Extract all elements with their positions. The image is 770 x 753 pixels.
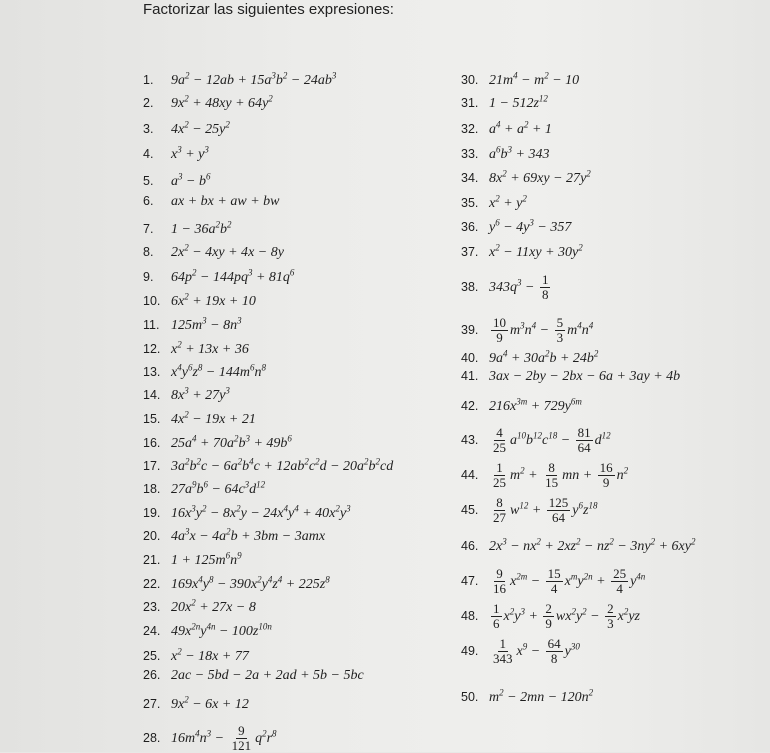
exercise-expression: $a^4 + a^2 + 1$ <box>489 119 552 137</box>
exercise-number: 5. <box>143 173 154 188</box>
exercise-expression: $8x^3 + 27y^3$ <box>171 385 230 403</box>
exercise-number: 30. <box>461 72 479 87</box>
exercise-item <box>143 500 351 522</box>
exercise-item <box>143 67 336 89</box>
exercise-item <box>461 393 582 415</box>
exercise-item <box>143 667 364 684</box>
exercise-item <box>461 684 593 706</box>
exercise-item <box>461 426 611 455</box>
exercise-expression: $\frac{8}{27}$ $w^{12}$ + $\frac{125}{64}$ $y^6z^{18}$ <box>493 495 598 525</box>
exercise-expression: $x^2 + 13x + 36$ <box>171 339 249 357</box>
exercise-number: 38. <box>461 279 479 294</box>
exercise-item <box>143 618 272 640</box>
exercise-expression: $20x^2 + 27x - 8$ <box>171 597 256 615</box>
exercise-item <box>461 602 640 631</box>
exercise-item <box>461 116 552 138</box>
exercise-number: 20. <box>143 528 161 543</box>
exercise-expression: $x^2 + y^2$ <box>489 193 527 211</box>
exercise-item <box>143 382 230 404</box>
exercise-number: 2. <box>143 95 154 110</box>
exercise-item <box>461 141 549 163</box>
exercise-number: 26. <box>143 668 161 682</box>
exercise-number: 50. <box>461 689 479 704</box>
exercise-number: 16. <box>143 435 161 450</box>
exercise-expression: $4a^3x - 4a^2b + 3bm - 3amx$ <box>171 526 326 544</box>
exercise-number: 40. <box>461 350 479 365</box>
exercise-number: 47. <box>461 573 479 588</box>
exercise-number: 1. <box>143 72 154 87</box>
exercise-expression: $\frac{4}{25}$ $a^{10}b^{12}c^{18}$ − $\frac{81}{64}$ $d^{12}$ <box>493 425 611 455</box>
exercise-item <box>143 547 242 569</box>
exercise-expression: $1 - 36a^2b^2$ <box>171 219 232 237</box>
exercise-item <box>143 116 230 138</box>
exercise-number: 11. <box>143 317 160 332</box>
exercise-number: 15. <box>143 411 161 426</box>
exercise-item <box>461 316 593 345</box>
exercise-expression: $2x^3 - nx^2 + 2xz^2 - nz^2 - 3ny^2 + 6xy^2$ <box>489 536 696 554</box>
exercise-expression: $16x^3y^2 - 8x^2y - 24x^4y^4 + 40x^2y^3$ <box>171 503 351 521</box>
exercise-item <box>143 691 249 713</box>
exercise-expression: $\frac{1}{25}$ $m^2$ + $\frac{8}{15}$ mn + $\frac{16}{9}$ $n^2$ <box>493 460 629 490</box>
exercise-expression: $1 + 125m^6n^9$ <box>171 550 242 568</box>
exercise-expression: $4x^2 - 25y^2$ <box>171 119 230 137</box>
exercise-expression: $343q^3$ − $\frac{1}{8}$ <box>489 272 549 302</box>
exercise-number: 43. <box>461 432 479 447</box>
exercise-number: 44. <box>461 467 479 482</box>
exercise-number: 33. <box>461 146 479 161</box>
exercise-number: 6. <box>143 194 154 208</box>
exercise-item <box>143 312 242 334</box>
exercise-expression: $16m^4n^3$ − $\frac{9}{121}$ $q^2r^8$ <box>171 723 277 753</box>
exercise-expression: $9x^2 + 48xy + 64y^2$ <box>171 93 273 111</box>
exercise-number: 13. <box>143 364 161 379</box>
exercise-number: 42. <box>461 398 479 413</box>
exercise-number: 27. <box>143 696 161 711</box>
exercise-item <box>143 168 210 190</box>
exercise-item <box>461 67 579 89</box>
exercise-item <box>143 90 273 112</box>
exercise-number: 48. <box>461 608 479 623</box>
exercise-item <box>461 214 571 236</box>
exercise-expression: $1 - 512z^{12}$ <box>489 93 548 111</box>
exercise-number: 10. <box>143 293 161 308</box>
exercise-number: 7. <box>143 221 154 236</box>
exercise-item <box>143 476 265 498</box>
exercise-number: 41. <box>461 369 479 383</box>
exercise-number: 12. <box>143 341 161 356</box>
exercise-expression: $\frac{1}{6}$ $x^2y^3$ + $\frac{2}{9}$ $wx^2y^2$ − $\frac{2}{3}$ $x^2yz$ <box>493 601 641 631</box>
exercise-number: 31. <box>461 95 479 110</box>
exercise-number: 18. <box>143 481 161 496</box>
exercise-item <box>143 453 393 475</box>
exercise-item <box>143 594 256 616</box>
exercise-item <box>461 496 597 525</box>
exercise-expression: 3ax − 2by − 2bx − 6a + 3ay + 4b <box>489 369 681 384</box>
exercise-number: 4. <box>143 146 154 161</box>
exercise-item <box>143 359 266 381</box>
exercise-expression: $m^2 - 2mn - 120n^2$ <box>489 687 594 705</box>
exercise-expression: $25a^4 + 70a^2b^3 + 49b^6$ <box>171 433 292 451</box>
exercise-item <box>461 190 527 212</box>
exercise-number: 8. <box>143 244 154 259</box>
exercise-item <box>461 567 645 596</box>
exercise-item <box>461 368 680 385</box>
exercise-item <box>143 406 256 428</box>
exercise-expression: $49x^{2n}y^{4n} - 100z^{10n}$ <box>171 621 272 639</box>
exercise-number: 19. <box>143 505 161 520</box>
exercise-number: 34. <box>461 170 479 185</box>
exercise-expression: $3a^2b^2c - 6a^2b^4c + 12ab^2c^2d - 20a^2b^2cd$ <box>171 456 394 474</box>
exercise-item <box>143 523 325 545</box>
exercise-number: 45. <box>461 502 479 517</box>
exercise-item <box>143 643 249 665</box>
exercise-item <box>461 273 552 302</box>
exercise-expression: $x^2 - 11xy + 30y^2$ <box>489 242 583 260</box>
exercise-number: 49. <box>461 643 479 658</box>
exercise-item <box>143 264 294 286</box>
exercise-item <box>461 345 598 367</box>
exercise-number: 32. <box>461 121 479 136</box>
exercise-expression: $9x^2 - 6x + 12$ <box>171 694 249 712</box>
exercise-number: 25. <box>143 648 161 663</box>
exercise-expression: $2x^2 - 4xy + 4x - 8y$ <box>171 242 284 260</box>
exercise-number: 17. <box>143 458 161 473</box>
page-title: Factorizar las siguientes expresiones: <box>143 1 394 18</box>
exercise-item <box>143 571 330 593</box>
exercise-number: 37. <box>461 244 479 259</box>
exercise-number: 39. <box>461 322 479 337</box>
exercise-expression: $x^3 + y^3$ <box>171 144 209 162</box>
exercise-expression: ax + bx + aw + bw <box>171 194 280 209</box>
exercise-expression: $125m^3 - 8n^3$ <box>171 315 242 333</box>
exercise-item <box>143 239 284 261</box>
exercise-expression: $6x^2 + 19x + 10$ <box>171 291 256 309</box>
exercise-expression: $\frac{1}{343}$ $x^9$ − $\frac{64}{8}$ $y^{30}$ <box>493 636 580 666</box>
exercise-expression: $9a^4 + 30a^2b + 24b^2$ <box>489 348 599 366</box>
exercise-expression: $9a^2 - 12ab + 15a^3b^2 - 24ab^3$ <box>171 70 337 88</box>
exercise-item <box>461 461 628 490</box>
exercise-item <box>461 90 548 112</box>
exercise-expression: $x^4y^6z^8 - 144m^6n^8$ <box>171 362 266 380</box>
exercise-expression: $a^3 - b^6$ <box>171 171 211 189</box>
exercise-expression: $x^2 - 18x + 77$ <box>171 646 249 664</box>
exercise-expression: $8x^2 + 69xy - 27y^2$ <box>489 168 591 186</box>
exercise-expression: $a^6b^3 + 343$ <box>489 144 550 162</box>
exercise-number: 9. <box>143 269 154 284</box>
exercise-item <box>143 141 209 163</box>
exercise-expression: $169x^4y^8 - 390x^2y^4z^4 + 225z^8$ <box>171 574 330 592</box>
exercise-expression: $64p^2 - 144pq^3 + 81q^6$ <box>171 267 295 285</box>
exercise-item <box>143 216 231 238</box>
exercise-number: 14. <box>143 387 161 402</box>
exercise-item <box>461 533 695 555</box>
exercise-item <box>143 724 277 753</box>
exercise-item <box>143 193 279 210</box>
exercise-number: 22. <box>143 576 161 591</box>
exercise-number: 21. <box>143 552 161 567</box>
exercise-expression: $\frac{9}{16}$ $x^{2m}$ − $\frac{15}{4}$ $x^my^{2n}$ + $\frac{25}{4}$ $y^{4n}$ <box>493 566 646 596</box>
exercise-number: 3. <box>143 121 154 136</box>
exercise-item <box>461 637 580 666</box>
exercise-number: 36. <box>461 219 479 234</box>
exercise-expression: $4x^2 - 19x + 21$ <box>171 409 256 427</box>
exercise-item <box>461 165 591 187</box>
exercise-item <box>143 336 249 358</box>
exercise-item <box>143 430 292 452</box>
exercise-number: 23. <box>143 599 161 614</box>
exercise-number: 46. <box>461 538 479 553</box>
exercise-expression: $y^6 - 4y^3 - 357$ <box>489 217 572 235</box>
exercise-item <box>143 288 256 310</box>
exercise-item <box>461 239 583 261</box>
exercise-expression: $216x^{3m} + 729y^{6m}$ <box>489 396 582 414</box>
exercise-number: 28. <box>143 730 161 745</box>
exercise-number: 24. <box>143 623 161 638</box>
exercise-expression: $21m^4 - m^2 - 10$ <box>489 70 580 88</box>
exercise-number: 35. <box>461 195 479 210</box>
exercise-expression: $\frac{10}{9}$ $m^3n^4$ − $\frac{5}{3}$ $m^4n^4$ <box>493 315 594 345</box>
exercise-expression: $27a^9b^6 - 64c^3d^{12}$ <box>171 479 266 497</box>
exercise-expression: 2ac − 5bd − 2a + 2ad + 5b − 5bc <box>171 668 364 683</box>
